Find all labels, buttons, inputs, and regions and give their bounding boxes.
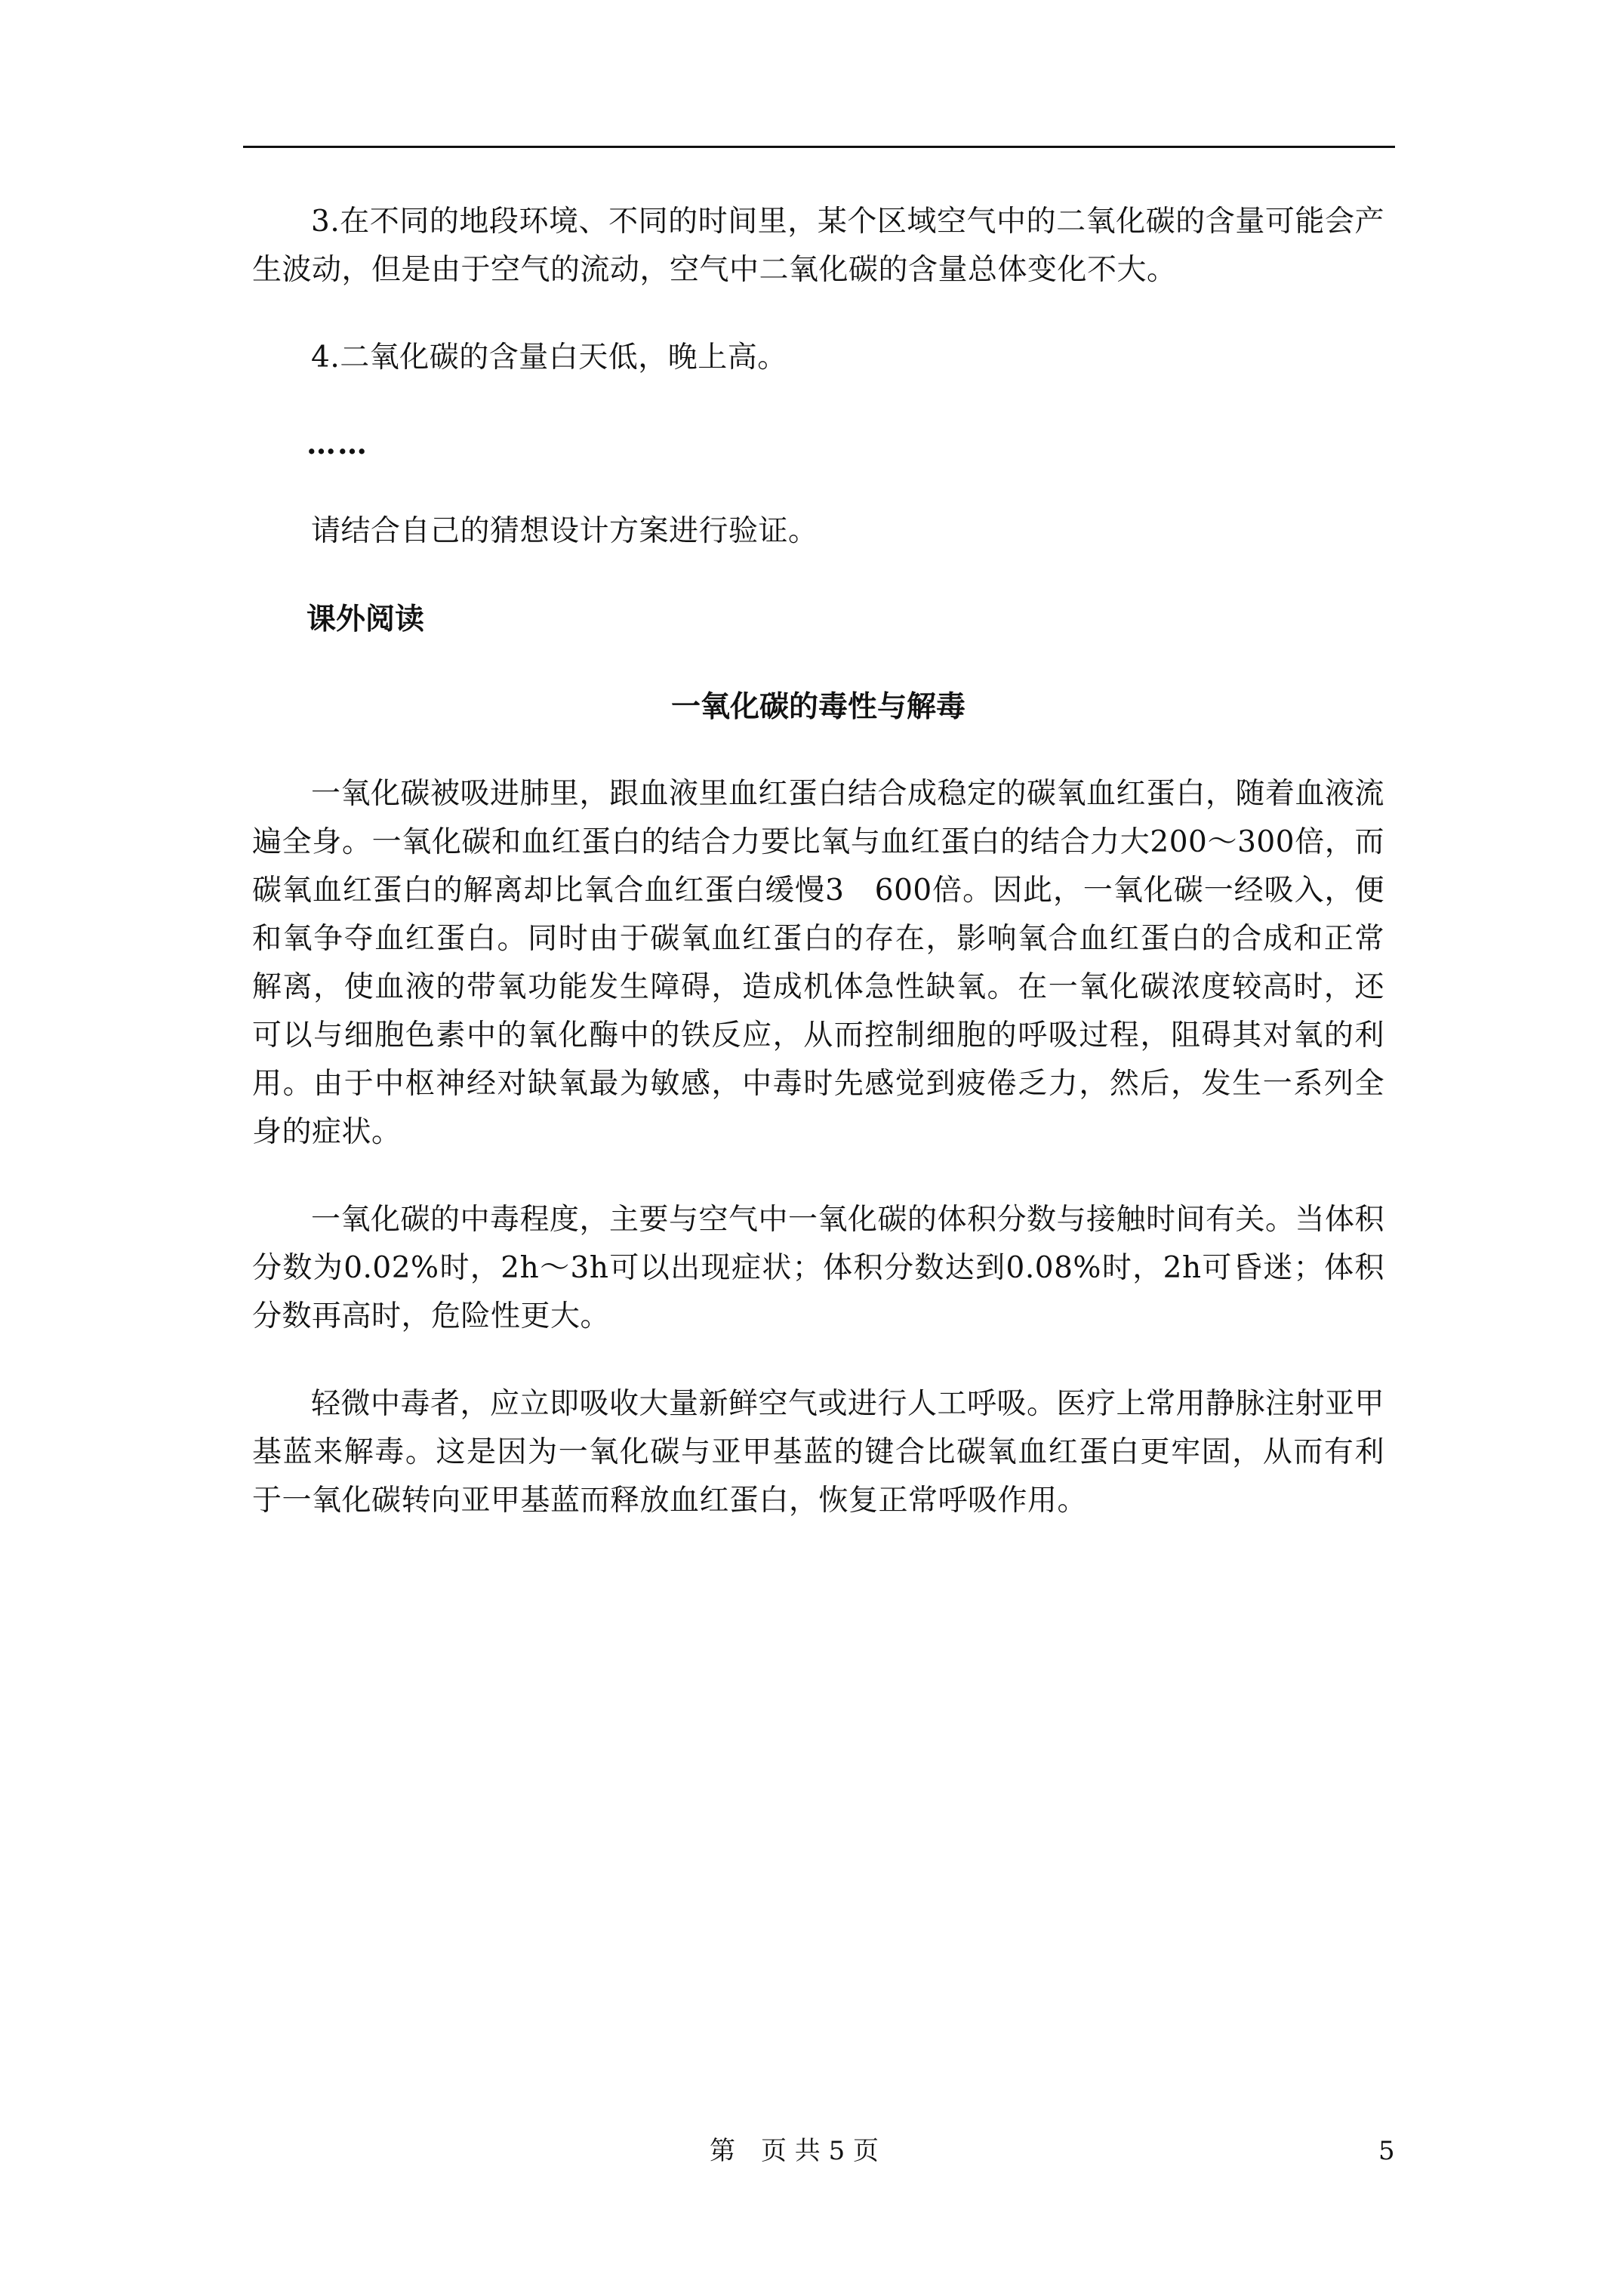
article-paragraph-2: 一氧化碳的中毒程度，主要与空气中一氧化碳的体积分数与接触时间有关。当体积分数为0.02%时，2h～3h可以出现症状；体积分数达到0.08%时，2h可昏迷；体积分数再高时，危险性更大。	[252, 1203, 1385, 1333]
paragraph-guess-3: 3.在不同的地段环境、不同的时间里，某个区域空气中的二氧化碳的含量可能会产生波动，但是由于空气的流动，空气中二氧化碳的含量总体变化不大。	[252, 205, 1384, 287]
article-paragraph-1: 一氧化碳被吸进肺里，跟血液里血红蛋白结合成稳定的碳氧血红蛋白，随着血液流遍全身。一氧化碳和血红蛋白的结合力要比氧与血红蛋白的结合力大200～300倍，而碳氧血红蛋白的解离却比氧合血红蛋白缓慢3 600倍。因此，一氧化碳一经吸入，便和氧争夺血红蛋白。同时由于碳氧血红蛋白的存在，影响氧合血红蛋白的合成和正常解离，使血液的带氧功能发生障碍，造成机体急性缺氧。在一氧化碳浓度较高时，还可以与细胞色素中的氧化酶中的铁反应，从而控制细胞的呼吸过程，阻碍其对氧的利用。由于中枢神经对缺氧最为敏感，中毒时先感觉到疲倦乏力，然后，发生一系列全身的症状。	[252, 777, 1385, 1149]
footer-page-number: 5	[1378, 2136, 1395, 2166]
page-content	[252, 198, 1384, 1525]
article-title: 一氧化碳的毒性与解毒	[670, 689, 965, 724]
paragraph-guess-4: 4.二氧化碳的含量白天低，晚上高。	[311, 341, 787, 374]
section-label: 课外阅读	[306, 602, 425, 636]
ellipsis: ……	[306, 427, 368, 461]
footer-page-count: 第 页 共 5 页	[710, 2136, 879, 2166]
article-paragraph-3: 轻微中毒者，应立即吸收大量新鲜空气或进行人工呼吸。医疗上常用静脉注射亚甲基蓝来解毒。这是因为一氧化碳与亚甲基蓝的键合比碳氧血红蛋白更牢固，从而有利于一氧化碳转向亚甲基蓝而释放血红蛋白，恢复正常呼吸作用。	[252, 1387, 1385, 1518]
header-rule	[243, 146, 1395, 148]
instruction-text: 请结合自己的猜想设计方案进行验证。	[311, 514, 818, 548]
